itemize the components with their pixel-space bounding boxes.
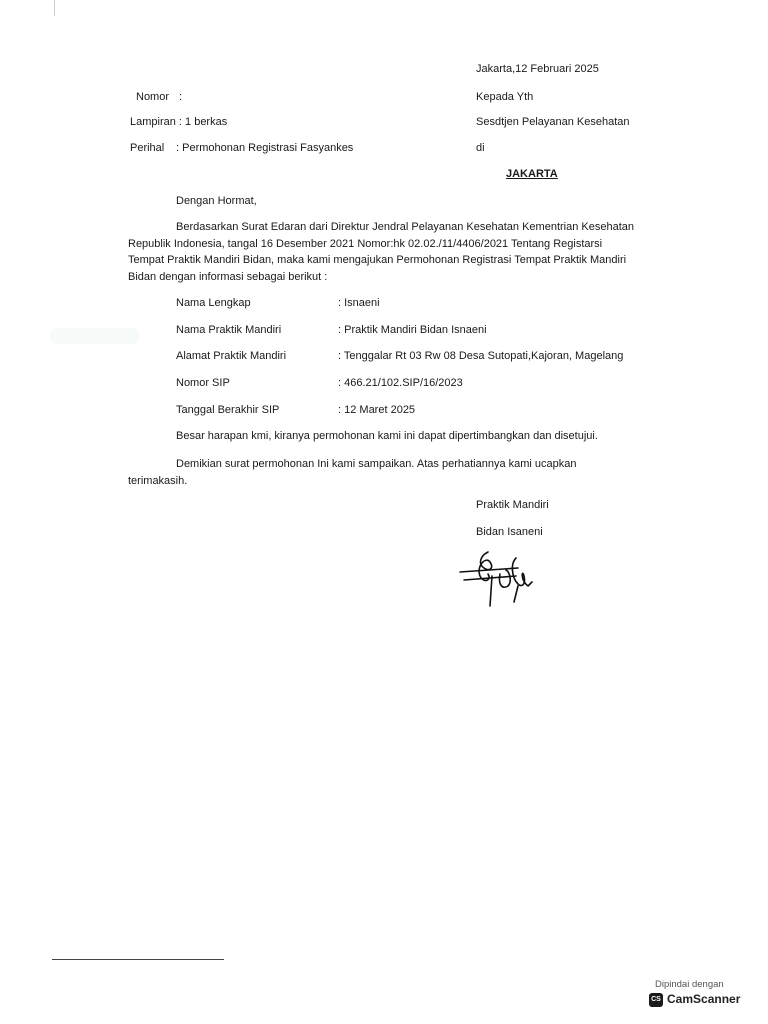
detail-label-tanggal-berakhir: Tanggal Berakhir SIP <box>176 404 280 416</box>
perihal-value: : Permohonan Registrasi Fasyankes <box>176 142 354 154</box>
salutation: Dengan Hormat, <box>176 195 257 207</box>
intro-paragraph-text: Berdasarkan Surat Edaran dari Direktur Jendral Pelayanan Kesehatan Kementrian Kesehatan Republik Indonesia, tangal 16 Desember 2021 Nomor:hk 02.02./11/4406/2021 Tentang Registarsi Tempat Praktik Mandiri Bidan, maka kami mengajukan Permohonan Registrasi Tempat Praktik Mandiri Bidan dengan informasi sebagai berikut : <box>128 221 634 283</box>
scan-smudge <box>50 328 140 344</box>
scanner-brand: CamScanner <box>667 992 741 1006</box>
detail-label-nama-praktik: Nama Praktik Mandiri <box>176 324 282 336</box>
detail-value-nama-praktik: : Praktik Mandiri Bidan Isnaeni <box>338 324 487 336</box>
recipient-line-3: di <box>476 142 485 154</box>
top-margin-line <box>54 0 55 16</box>
camscanner-logo-icon: CS <box>649 993 663 1007</box>
detail-value-tanggal-berakhir: : 12 Maret 2025 <box>338 404 416 416</box>
intro-paragraph <box>128 219 638 285</box>
recipient-line-1: Kepada Yth <box>476 91 534 103</box>
hope-paragraph: Besar harapan kmi, kiranya permohonan kami ini dapat dipertimbangkan dan disetujui. <box>176 430 598 442</box>
signature-line-2: Bidan Isaneni <box>476 526 543 538</box>
nomor-label: Nomor <box>136 91 170 103</box>
recipient-line-2: Sesdtjen Pelayanan Kesehatan <box>476 116 630 128</box>
handwritten-signature <box>458 550 544 608</box>
detail-value-alamat: : Tenggalar Rt 03 Rw 08 Desa Sutopati,Kajoran, Magelang <box>338 350 624 362</box>
closing-paragraph <box>128 456 598 489</box>
detail-label-nama-lengkap: Nama Lengkap <box>176 297 251 309</box>
camscanner-badge <box>643 973 751 1013</box>
detail-value-nama-lengkap: : Isnaeni <box>338 297 380 309</box>
signature-line-1: Praktik Mandiri <box>476 499 549 511</box>
nomor-separator: : <box>179 91 183 103</box>
lampiran-line: Lampiran : 1 berkas <box>130 116 228 128</box>
footer-rule <box>52 959 224 960</box>
recipient-city: JAKARTA <box>506 168 558 180</box>
detail-label-nomor-sip: Nomor SIP <box>176 377 230 389</box>
letter-date: Jakarta,12 Februari 2025 <box>476 63 599 75</box>
detail-value-nomor-sip: : 466.21/102.SIP/16/2023 <box>338 377 463 389</box>
perihal-label: Perihal <box>130 142 165 154</box>
closing-paragraph-text: Demikian surat permohonan Ini kami sampaikan. Atas perhatiannya kami ucapkan terimakasih. <box>128 458 577 487</box>
detail-label-alamat: Alamat Praktik Mandiri <box>176 350 287 362</box>
scanner-caption: Dipindai dengan <box>655 979 724 990</box>
